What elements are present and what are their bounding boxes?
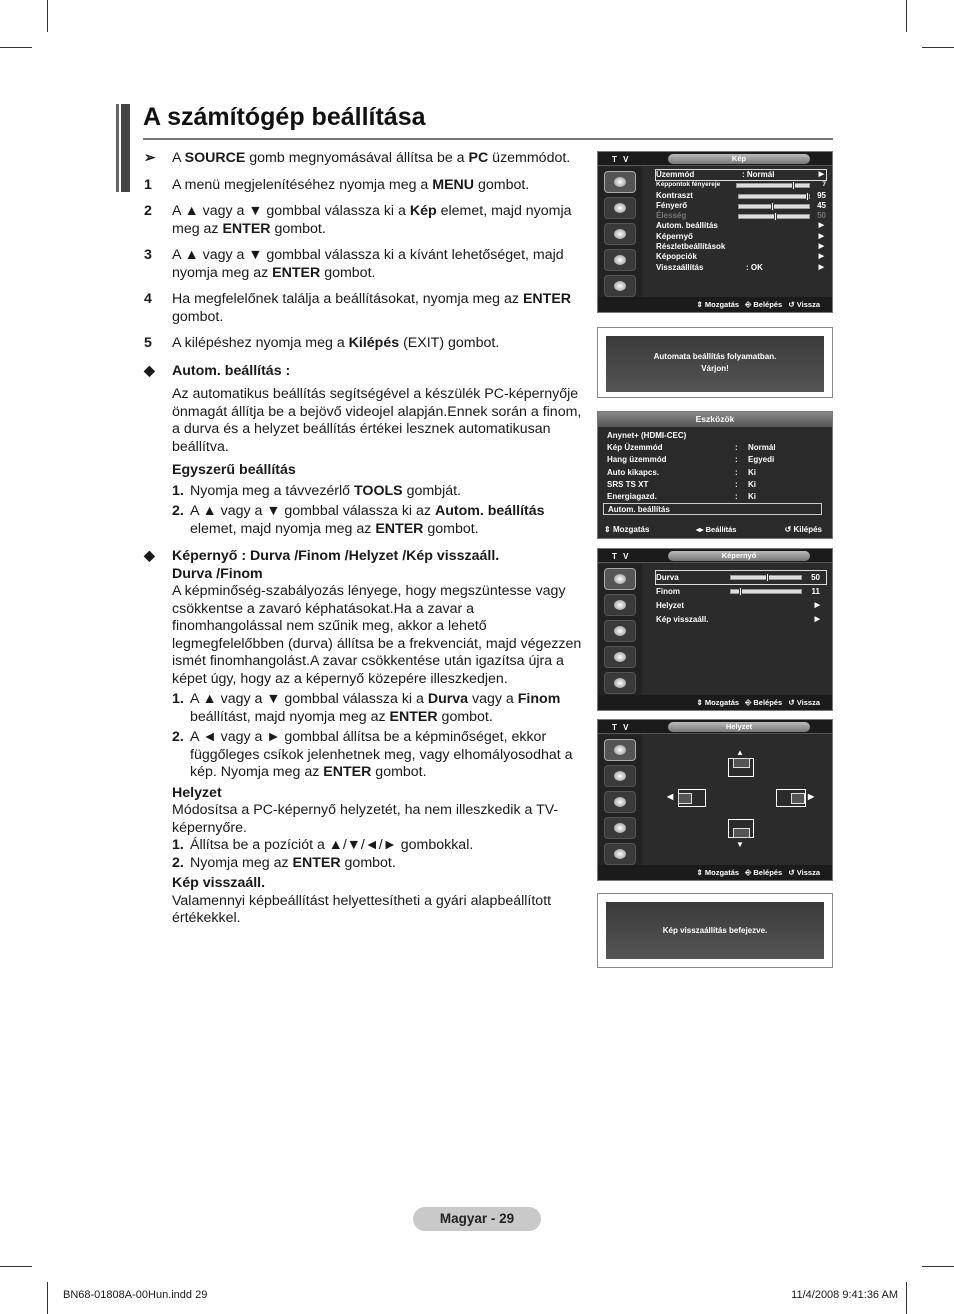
setup-icon xyxy=(604,249,636,271)
menu-item-reset: Visszaállítás : OK ▶ xyxy=(656,262,824,272)
picture-icon xyxy=(604,739,636,761)
channel-icon xyxy=(604,791,636,813)
menu-item-detailed: Részletbeállítások ▶ xyxy=(656,242,824,252)
position-up-box xyxy=(728,758,754,777)
intro-step: ➢ A SOURCE gomb megnyomásával állítsa be a PC üzemmódot. xyxy=(144,150,571,166)
tools-row-selected: Autom. beállítás xyxy=(603,503,822,515)
step-1: 1 A menü megjelenítéséhez nyomja meg a MENU gombot. xyxy=(144,176,530,193)
crop-mark xyxy=(922,47,954,48)
page-title: A számítógép beállítása xyxy=(143,103,426,131)
autom-section: ◆ Autom. beállítás : Az automatikus beállítás segítségével a készülék PC-képernyője önmagát állítja be a bejövő videojel alapján.Ennek során a finom, a durva és a helyzet beállítás értékei lesznek automatikusan beállítva. Egyszerű beállítás 1. Nyomja meg a távvezérlő TOOLS gombját. 2. A ▲ vagy a ▼ gombbal válassza ki az Autom. beállítás elemet, majd nyomja meg az ENTER gombot. xyxy=(144,362,582,537)
osd-reset-message: Kép visszaállítás befejezve. xyxy=(597,893,833,968)
setup-icon xyxy=(604,646,636,668)
picture-icon xyxy=(604,568,636,590)
screen-section: ◆ Képernyő : Durva /Finom /Helyzet /Kép visszaáll. Durva /Finom A képminőség-szabályozás lényege, hogy megszüntesse vagy csökkentse a zavaró képhatásokat.Ha a zavar a finomhangolással nem szűnik meg, akkor a lehető legmegfelelőbben (durva) állítsa be a frekvenciát, majd végezzen ismét finomhangolást.A zavar csökkentése után igazítsa újra a képet úgy, hogy az a képernyő közepére illeszkedjen. 1. A ▲ vagy a ▼ gombbal válassza ki a Durva vagy a Finom beállítást, majd nyomja meg az ENTER gombot. 2. A ◄ vagy a ► gombbal állítsa be a képminőséget, ekkor függőleges csíkok jelenhetnek meg, vagy elhomályosodhat a kép. Nyomja meg az ENTER gombot. Helyzet Módosítsa a PC-képernyő helyzetét, ha nem illeszkedik a TV-képernyőre. 1. Állítsa be a pozíciót a ▲/▼/◄/► gombokkal. 2. Nyomja meg az ENTER gombot. Kép visszaáll. Valamennyi képbeállítást helyettesítheti a gyári alapbeállított értékekkel. xyxy=(144,548,582,926)
channel-icon xyxy=(604,223,636,245)
position-left-box xyxy=(678,789,706,807)
menu-item-fine: Finom 11 xyxy=(656,587,820,596)
menu-item-options: Képopciók ▶ xyxy=(656,252,824,262)
page-number: Magyar - 29 xyxy=(413,1207,541,1231)
title-rule xyxy=(143,138,833,140)
osd-position-screen: T V Helyzet ▲ ◀ ▶ ▼ ⇕ Mozgatás ⎆ Belépés ↺ Vissza xyxy=(597,719,833,881)
setup-icon xyxy=(604,817,636,839)
arrow-left-icon: ◀ xyxy=(667,792,674,801)
osd-footer: ⇕ Mozgatás ⎆ Belépés ↺ Vissza xyxy=(598,865,832,880)
tools-row: Anynet+ (HDMI-CEC) xyxy=(607,431,687,440)
crop-mark xyxy=(0,47,32,48)
menu-item-mode: Üzemmód : Normál ▶ xyxy=(656,170,824,179)
step-5: 5 A kilépéshez nyomja meg a Kilépés (EXIT) gombot. xyxy=(144,335,500,351)
sound-icon xyxy=(604,594,636,616)
arrow-right-icon: ▶ xyxy=(808,792,815,801)
tools-footer: ⇕ Mozgatás ◂▸ Beállítás ↺ Kilépés xyxy=(604,525,822,534)
crop-mark xyxy=(0,1266,32,1267)
osd-tools-menu: Eszközök Anynet+ (HDMI-CEC) Kép Üzemmód : Normál Hang üzemmód : Egyedi Auto kikapcs. : Ki SRS TS XT : Ki Energiagazd. : Ki Autom. beállítás ⇕ Mozgatás ◂▸ Beállítás ↺ Kilépés xyxy=(597,411,833,539)
diamond-bullet-icon: ◆ xyxy=(144,362,155,379)
menu-item-image-reset: Kép visszaáll. ▶ xyxy=(656,615,820,624)
channel-icon xyxy=(604,620,636,642)
menu-item-position: Helyzet ▶ xyxy=(656,601,820,610)
title-accent-bar xyxy=(116,104,130,192)
arrow-icon: ➢ xyxy=(144,150,156,166)
input-icon xyxy=(604,672,636,694)
crop-mark xyxy=(906,1282,907,1314)
diamond-bullet-icon: ◆ xyxy=(144,548,155,564)
menu-item-auto-adjust: Autom. beállítás ▶ xyxy=(656,221,824,231)
osd-picture-menu: T V Kép Üzemmód : Normál ▶ Képpontok fényereje 7 Kontraszt 95 Fényerő 45 Élesség 50 Autom. beállítás ▶ Képernyő ▶ Részletbeállítások ▶ Képopciók ▶ Visszaállítás : OK ▶ ⇕ Mozgatás ⎆ Belépés ↺ Vissza xyxy=(597,151,833,313)
tools-row: SRS TS XT : Ki xyxy=(607,479,756,489)
menu-item-contrast: Kontraszt 95 xyxy=(656,190,826,200)
crop-mark xyxy=(47,1282,48,1314)
menu-item-brightness: Fényerő 45 xyxy=(656,200,826,210)
file-name: BN68-01808A-00Hun.indd 29 xyxy=(63,1289,208,1301)
sound-icon xyxy=(604,765,636,787)
tools-row: Kép Üzemmód : Normál xyxy=(607,443,776,453)
tools-row: Hang üzemmód : Egyedi xyxy=(607,455,775,465)
menu-item-sharpness: Élesség 50 xyxy=(656,211,826,221)
instructions xyxy=(144,150,584,928)
menu-item-coarse: Durva 50 xyxy=(656,571,826,584)
osd-auto-adjust-message: Automata beállítás folyamatban. Várjon! xyxy=(597,327,833,398)
position-right-box xyxy=(776,789,806,807)
sound-icon xyxy=(604,197,636,219)
crop-mark xyxy=(47,0,48,32)
position-down-box xyxy=(728,819,754,838)
input-icon xyxy=(604,275,636,297)
crop-mark xyxy=(906,0,907,32)
tools-row: Energiagazd. : Ki xyxy=(607,491,756,501)
print-timestamp: 11/4/2008 9:41:36 AM xyxy=(791,1289,898,1301)
step-4: 4 Ha megfelelőnek találja a beállításokat, nyomja meg az ENTER gombot. xyxy=(144,291,572,325)
crop-mark xyxy=(922,1266,954,1267)
step-2: 2 A ▲ vagy a ▼ gombbal válassza ki a Kép elemet, majd nyomja meg az ENTER gombot. xyxy=(144,203,572,237)
step-3: 3 A ▲ vagy a ▼ gombbal válassza ki a kívánt lehetőséget, majd nyomja meg az ENTER gombot. xyxy=(144,247,564,281)
arrow-up-icon: ▲ xyxy=(736,748,744,757)
picture-icon xyxy=(604,171,636,193)
menu-item-screen: Képernyő ▶ xyxy=(656,231,824,241)
menu-item-backlight: Képpontok fényereje 7 xyxy=(656,181,826,189)
tools-row: Auto kikapcs. : Ki xyxy=(607,467,756,477)
arrow-down-icon: ▼ xyxy=(736,840,744,849)
input-icon xyxy=(604,843,636,865)
osd-footer: ⇕ Mozgatás ⎆ Belépés ↺ Vissza xyxy=(598,297,832,312)
osd-screen-menu: T V Képernyő Durva 50 Finom 11 Helyzet ▶ Kép visszaáll. ▶ ⇕ Mozgatás ⎆ Belépés ↺ Vissza xyxy=(597,548,833,711)
osd-footer: ⇕ Mozgatás ⎆ Belépés ↺ Vissza xyxy=(598,695,832,710)
